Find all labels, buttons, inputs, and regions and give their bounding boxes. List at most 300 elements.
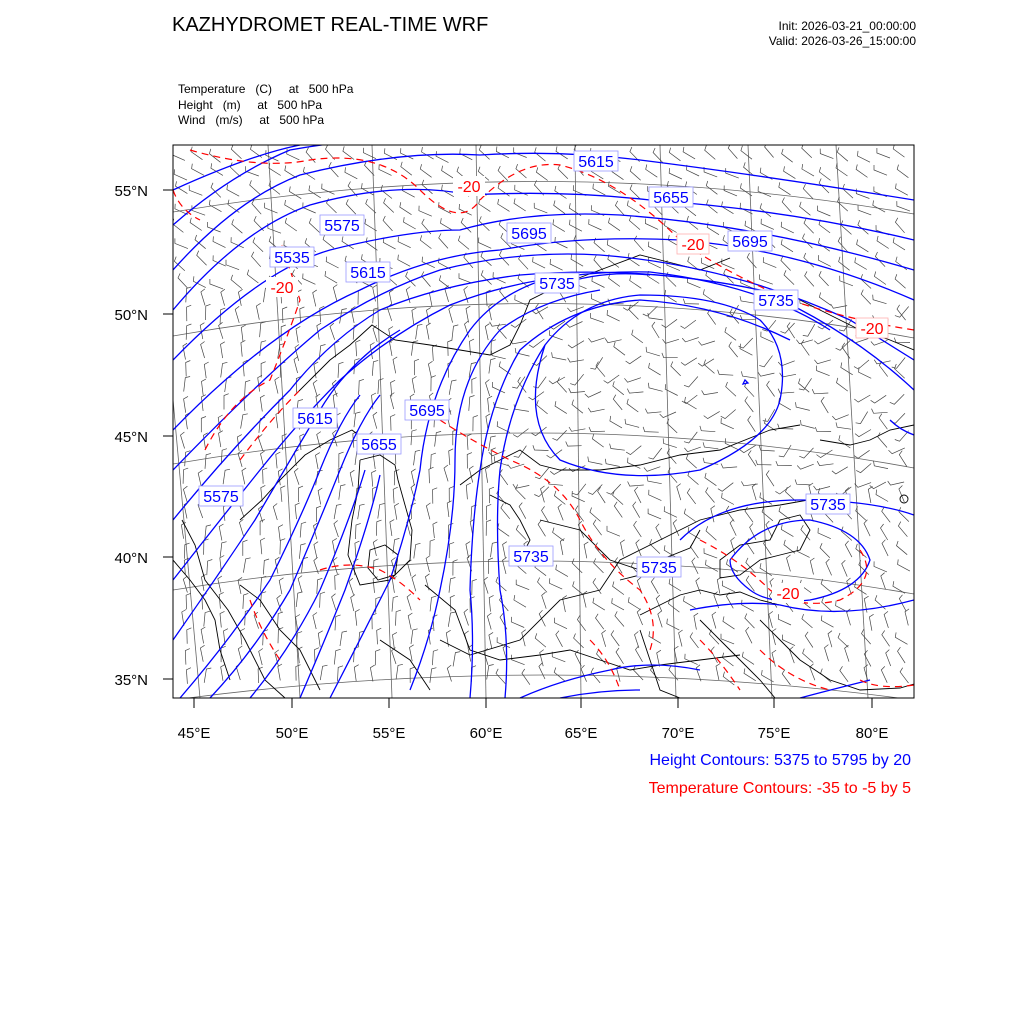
wind-barb xyxy=(537,400,548,414)
wind-barb xyxy=(398,237,411,248)
coastlines xyxy=(173,255,914,698)
wind-barb xyxy=(613,582,624,595)
wind-barb xyxy=(226,260,239,270)
wind-barb xyxy=(782,198,791,213)
wind-barb xyxy=(501,504,510,519)
wind-barb xyxy=(722,493,734,505)
height-label: 5735 xyxy=(810,497,846,514)
wind-barb xyxy=(709,630,719,645)
wind-barb xyxy=(630,185,640,199)
height-label: 5655 xyxy=(361,437,397,454)
wind-barb xyxy=(186,593,191,609)
wind-barb xyxy=(722,581,735,592)
wind-barb xyxy=(459,204,472,215)
wind-barb xyxy=(803,234,813,249)
wind-barb xyxy=(204,668,211,683)
wind-barb xyxy=(392,596,398,611)
wind-barb xyxy=(320,665,327,680)
wind-barb xyxy=(643,427,659,432)
wind-barb xyxy=(479,145,489,159)
wind-barb xyxy=(831,304,847,308)
wind-barb xyxy=(231,145,241,159)
wind-barb xyxy=(533,257,546,268)
wind-barb xyxy=(873,200,885,212)
valid-time: Valid: 2026-03-26_15:00:00 xyxy=(768,34,916,48)
wind-barb xyxy=(410,645,414,661)
wind-barb xyxy=(656,524,662,540)
wind-barb xyxy=(447,501,451,517)
wind-barb xyxy=(895,218,904,233)
wind-barb xyxy=(841,221,852,235)
wind-barb xyxy=(647,476,662,484)
wind-barb xyxy=(569,427,585,431)
wind-barb xyxy=(550,578,563,589)
wind-barb xyxy=(283,307,288,323)
wind-barb xyxy=(221,342,225,358)
wind-barb xyxy=(183,486,187,503)
wind-barb xyxy=(395,503,399,519)
height-label: 5615 xyxy=(297,411,333,428)
wind-barb xyxy=(426,323,430,339)
wind-barb xyxy=(840,276,853,286)
height-label: 5695 xyxy=(409,403,445,420)
wind-barb xyxy=(391,380,396,396)
wind-barb xyxy=(323,235,334,249)
wind-barb xyxy=(856,165,867,178)
wind-barb xyxy=(781,525,793,537)
wind-barb xyxy=(897,541,908,555)
wind-barb xyxy=(804,253,814,267)
wind-barb xyxy=(241,414,248,429)
wind-barb xyxy=(782,149,793,162)
wind-barb xyxy=(874,272,886,285)
wind-barb xyxy=(260,322,266,337)
wind-barb xyxy=(260,395,264,411)
wind-barb xyxy=(615,611,624,626)
wind-barb xyxy=(817,461,833,465)
wind-barb xyxy=(213,236,226,247)
wind-barb xyxy=(648,242,661,253)
wind-barb xyxy=(649,631,661,643)
wind-barb xyxy=(718,483,733,492)
wind-barb xyxy=(449,449,454,465)
wind-barb xyxy=(204,611,210,626)
wind-barb xyxy=(892,358,906,369)
wind-barb xyxy=(309,185,321,197)
wind-barb xyxy=(514,595,526,607)
wind-barb xyxy=(703,442,718,449)
wind-barb xyxy=(761,219,774,230)
wind-barb xyxy=(858,151,871,162)
wind-barb xyxy=(590,313,603,323)
wind-barb xyxy=(372,360,378,375)
wind-barb xyxy=(379,164,392,175)
wind-barb xyxy=(573,581,584,595)
wind-barb xyxy=(624,378,641,383)
wind-barb xyxy=(856,464,871,473)
wind-barb xyxy=(802,143,812,157)
wind-barb xyxy=(469,396,475,411)
wind-barb xyxy=(776,461,792,466)
wind-barb xyxy=(464,609,469,626)
wind-barb xyxy=(247,270,258,283)
wind-barb xyxy=(741,146,752,159)
chart-title: KAZHYDROMET REAL-TIME WRF xyxy=(172,14,489,36)
wind-barb xyxy=(550,468,566,475)
wind-barb xyxy=(646,165,658,178)
wind-barb xyxy=(276,412,280,428)
wind-barb xyxy=(449,306,453,323)
wind-barb xyxy=(593,184,605,196)
wind-barb xyxy=(186,361,191,377)
wind-barb xyxy=(488,396,493,412)
wind-barb xyxy=(298,647,303,663)
wind-barb xyxy=(431,376,436,392)
wind-barb xyxy=(531,427,546,436)
wind-barb xyxy=(688,471,699,485)
init-time: Init: 2026-03-21_00:00:00 xyxy=(778,19,916,33)
wind-barb xyxy=(408,613,412,629)
wind-barb xyxy=(828,631,832,648)
wind-barb xyxy=(390,520,394,536)
wind-barb xyxy=(627,201,639,213)
wind-barb xyxy=(449,542,454,558)
wind-barb xyxy=(742,652,754,665)
wind-barb xyxy=(354,412,360,427)
wind-barb xyxy=(393,487,398,503)
wind-barb xyxy=(211,183,221,198)
wind-barb xyxy=(219,592,224,608)
wind-barb xyxy=(590,357,602,369)
height-label: 5735 xyxy=(641,560,677,577)
wind-barb xyxy=(263,559,269,575)
wind-barb xyxy=(201,395,205,411)
wind-barb xyxy=(825,645,829,662)
wind-barb xyxy=(726,382,736,396)
wind-barb xyxy=(259,649,263,666)
wind-barb xyxy=(444,465,448,481)
wind-barb xyxy=(763,257,776,267)
wind-barb xyxy=(685,397,697,409)
wind-barb xyxy=(681,358,697,366)
wind-barb xyxy=(598,487,606,503)
wind-barb xyxy=(175,238,188,248)
wind-barb xyxy=(818,206,831,216)
wind-barb xyxy=(552,352,567,360)
wind-barb xyxy=(653,148,663,163)
wind-barb xyxy=(391,415,396,431)
wind-barb xyxy=(886,650,891,666)
wind-barb xyxy=(683,147,695,159)
wind-barb xyxy=(351,595,355,611)
wind-barb xyxy=(818,255,831,266)
wind-barb xyxy=(803,324,815,336)
wind-barb xyxy=(500,469,508,485)
wind-barb xyxy=(882,540,888,556)
wind-barb xyxy=(358,504,365,519)
height-label: 5695 xyxy=(732,234,768,251)
wind-barb xyxy=(498,166,508,181)
wind-barb xyxy=(810,558,814,575)
wind-barb xyxy=(585,392,601,398)
height-label: 5575 xyxy=(203,489,239,506)
wind-barb xyxy=(373,453,377,469)
wind-barb xyxy=(433,522,437,538)
wind-barb xyxy=(538,578,548,593)
wind-barb xyxy=(295,503,300,519)
wind-barb xyxy=(634,236,643,251)
wind-barb xyxy=(514,147,527,157)
wind-barb xyxy=(192,164,204,176)
wind-barb xyxy=(554,491,565,505)
wind-barb xyxy=(648,509,661,519)
wind-barb xyxy=(746,558,755,573)
wind-barb xyxy=(549,377,565,384)
wind-barb xyxy=(855,582,867,594)
wind-barb xyxy=(873,295,887,304)
wind-barb xyxy=(499,362,511,375)
wind-barb xyxy=(322,184,335,195)
wind-barb xyxy=(209,149,220,162)
wind-barb xyxy=(183,576,187,592)
wind-barb xyxy=(209,200,221,212)
wind-barb xyxy=(335,574,340,590)
wind-barb xyxy=(795,480,811,485)
wind-barb xyxy=(349,578,354,595)
wind-barb xyxy=(609,218,621,231)
wind-barb xyxy=(355,523,360,539)
wind-barb xyxy=(250,180,260,194)
wind-barb xyxy=(558,504,563,520)
wind-barb xyxy=(717,577,721,593)
wind-barb xyxy=(820,543,830,558)
wind-barb xyxy=(662,353,678,358)
wind-barb xyxy=(896,184,908,196)
wind-barb xyxy=(605,339,621,343)
wind-barb xyxy=(174,169,187,180)
wind-barb xyxy=(668,599,679,612)
wind-barb xyxy=(589,427,605,432)
wind-barb xyxy=(396,664,403,679)
wind-barb xyxy=(298,576,302,593)
wind-barb xyxy=(756,460,772,465)
wind-barb xyxy=(320,592,325,608)
wind-barb xyxy=(407,594,411,610)
wind-barb xyxy=(354,665,358,681)
variable-temperature: Temperature (C) at 500 hPa xyxy=(178,82,354,96)
lat-label-50: 50°N xyxy=(114,307,148,324)
wind-barb xyxy=(864,650,871,666)
wind-barb xyxy=(614,502,622,518)
wind-barb xyxy=(334,521,339,538)
wind-barb xyxy=(350,470,354,486)
wind-barb xyxy=(420,235,431,248)
wind-barb xyxy=(542,592,547,609)
wind-barb xyxy=(532,307,548,314)
wind-barb xyxy=(740,344,752,356)
wind-barb xyxy=(704,411,720,418)
wind-barb xyxy=(839,257,850,271)
wind-barb xyxy=(535,147,546,161)
wind-barb xyxy=(489,595,493,611)
wind-barb xyxy=(560,539,564,555)
wind-barb xyxy=(553,219,565,231)
wind-barb xyxy=(201,342,205,359)
wind-barb xyxy=(607,526,620,536)
wind-barb xyxy=(309,218,319,232)
wind-barb xyxy=(802,164,814,176)
wind-barb xyxy=(810,664,815,681)
wind-barb xyxy=(629,305,639,320)
wind-barb xyxy=(613,381,624,395)
wind-barb xyxy=(219,322,223,339)
wind-barb xyxy=(238,646,242,663)
wind-barb xyxy=(745,614,755,629)
wind-barb xyxy=(729,342,738,357)
wind-barb xyxy=(241,325,245,341)
wind-barb xyxy=(614,342,625,355)
wind-barb xyxy=(514,198,526,211)
wind-barb xyxy=(481,252,492,266)
wind-barb xyxy=(841,363,853,375)
wind-barb xyxy=(384,198,394,212)
wind-barb xyxy=(650,539,660,553)
wind-barb xyxy=(855,483,872,488)
wind-barb xyxy=(649,363,661,375)
wind-barb xyxy=(630,276,642,289)
wind-barb xyxy=(281,486,286,502)
wind-barb xyxy=(536,167,547,180)
wind-barb xyxy=(398,255,410,267)
wind-barb xyxy=(184,396,188,412)
wind-barb xyxy=(550,321,566,329)
temperature-contour-info: Temperature Contours: -35 to -5 by 5 xyxy=(648,780,911,797)
wind-barb xyxy=(519,503,526,519)
wind-barb xyxy=(596,614,604,629)
wind-barb xyxy=(652,322,659,338)
wind-barb xyxy=(799,378,812,390)
wind-barb xyxy=(187,628,192,644)
wind-barb xyxy=(868,487,872,503)
wind-barb xyxy=(252,252,261,267)
wind-barb xyxy=(888,481,904,485)
wind-barb xyxy=(186,324,191,340)
wind-barb xyxy=(333,285,337,302)
wind-barb xyxy=(534,203,547,213)
wind-barb xyxy=(706,560,718,572)
wind-barb xyxy=(594,255,603,270)
wind-barb xyxy=(346,199,356,214)
wind-barb xyxy=(613,395,622,410)
wind-barb xyxy=(752,484,756,501)
wind-barb xyxy=(781,239,793,251)
wind-barb xyxy=(779,182,791,195)
wind-barb xyxy=(663,438,677,447)
wind-barb xyxy=(651,578,658,594)
wind-barb xyxy=(496,669,505,684)
wind-barb xyxy=(662,319,678,327)
temperature-label: -20 xyxy=(270,280,294,297)
wind-barb xyxy=(201,574,205,590)
wind-barb xyxy=(535,633,546,647)
wind-barb xyxy=(905,609,909,626)
wind-barb xyxy=(592,276,605,287)
wind-barb xyxy=(556,146,568,159)
wind-barb xyxy=(412,376,416,392)
wind-barb xyxy=(356,340,361,356)
wind-barb xyxy=(325,271,337,283)
wind-barb xyxy=(491,351,505,359)
wind-barb xyxy=(581,665,587,681)
wind-barb xyxy=(893,144,904,157)
wind-barb xyxy=(797,464,814,469)
wind-barb xyxy=(430,539,435,555)
wind-barb xyxy=(645,409,661,414)
wind-barb xyxy=(313,613,317,630)
wind-barb xyxy=(741,481,757,485)
wind-barb xyxy=(772,650,776,667)
wind-barb xyxy=(607,310,620,321)
wind-barb xyxy=(449,380,456,395)
wind-barb xyxy=(839,435,851,448)
wind-barb xyxy=(355,609,359,625)
wind-barb xyxy=(470,339,475,355)
wind-barb xyxy=(285,218,297,231)
wind-barb xyxy=(832,467,848,474)
lon-label-70: 70°E xyxy=(661,725,695,742)
wind-barb xyxy=(874,561,887,572)
wind-barb xyxy=(590,508,601,522)
wind-barb xyxy=(378,504,385,519)
wind-barb xyxy=(758,372,775,376)
wind-barb xyxy=(553,528,564,541)
wind-barb xyxy=(854,395,870,402)
wind-barb xyxy=(572,559,582,573)
wind-barb xyxy=(453,652,460,667)
wind-barb xyxy=(876,490,888,502)
wind-barb xyxy=(760,274,773,284)
wind-barb xyxy=(721,418,734,429)
wind-barb xyxy=(275,377,279,394)
wind-barb xyxy=(472,579,477,595)
wind-barb xyxy=(814,360,831,364)
wind-barb xyxy=(227,185,239,197)
wind-barb xyxy=(636,646,643,662)
wind-barb xyxy=(491,542,498,557)
wind-barb xyxy=(759,356,772,367)
wind-barb xyxy=(588,485,602,495)
wind-barb xyxy=(466,306,470,322)
wind-barb xyxy=(615,201,624,216)
wind-barb xyxy=(797,546,810,557)
wind-barb xyxy=(625,419,639,428)
wind-barb xyxy=(400,202,412,215)
wind-barb xyxy=(748,416,756,432)
wind-barb xyxy=(198,470,202,487)
wind-barb xyxy=(332,594,336,611)
wind-barb xyxy=(842,343,850,359)
wind-barb xyxy=(669,168,682,179)
wind-barb xyxy=(705,473,717,486)
wind-barb xyxy=(235,306,239,323)
wind-barb xyxy=(656,595,662,611)
wind-barb xyxy=(893,238,905,250)
wind-barb xyxy=(684,377,698,388)
wind-barb xyxy=(481,270,491,284)
wind-barb xyxy=(185,649,190,665)
wind-barb xyxy=(721,410,736,419)
wind-barb xyxy=(252,199,261,214)
